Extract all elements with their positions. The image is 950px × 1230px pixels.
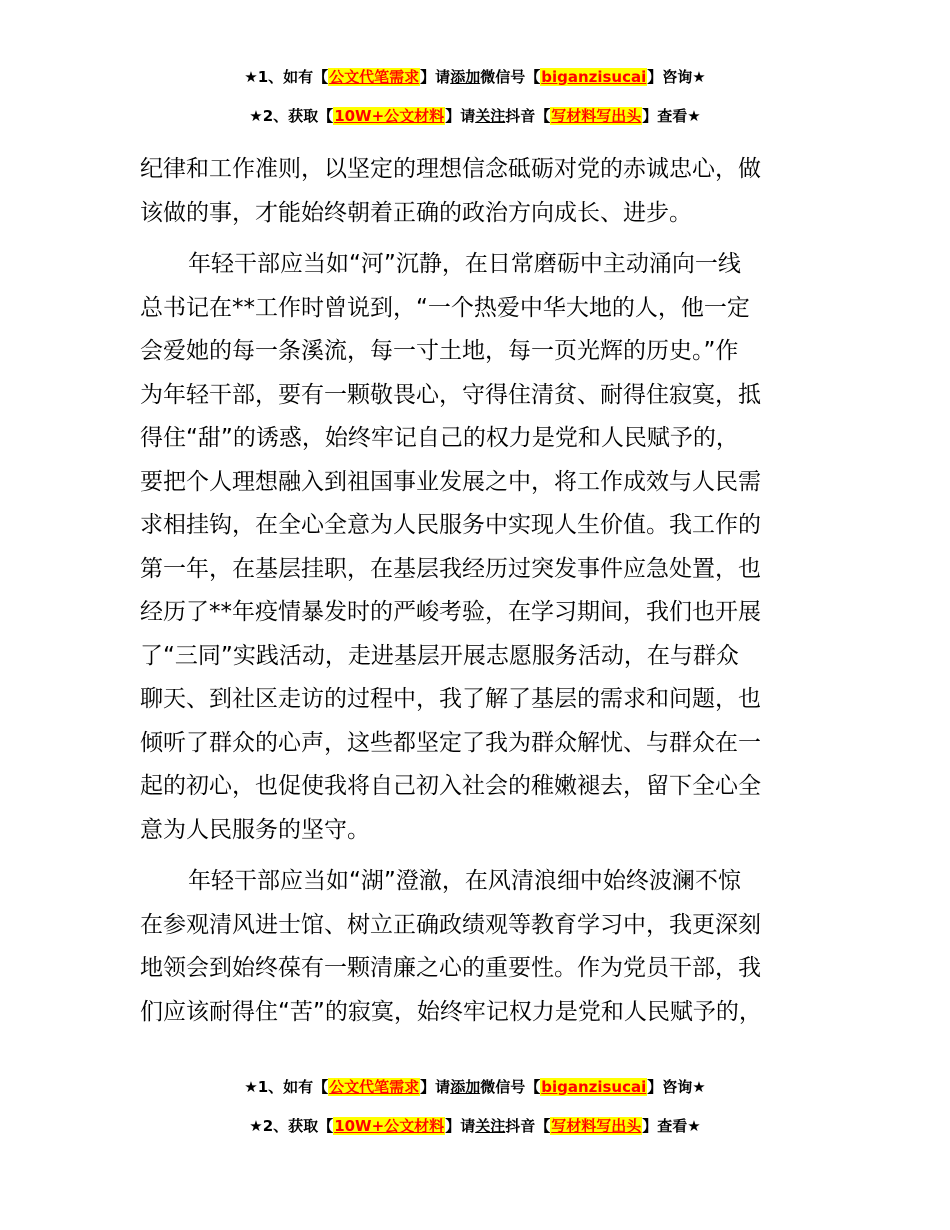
promo-highlight: 公文代笔需求 bbox=[329, 68, 420, 86]
header-promo-line-2 bbox=[0, 106, 950, 126]
text-line: 地领会到始终葆有一颗清廉之心的重要性。作为党员干部，我 bbox=[140, 955, 761, 981]
promo-text: ★1、如有【 bbox=[244, 1078, 329, 1096]
promo-text: 微信号【 bbox=[480, 1078, 541, 1096]
text-line: 意为人民服务的坚守。 bbox=[140, 816, 370, 843]
paragraph bbox=[140, 148, 820, 235]
text-line: 起的初心，也促使我将自己初入社会的稚嫩褪去，留下全心全 bbox=[140, 773, 761, 799]
text-line: 年轻干部应当如“湖”澄澈，在风清浪细中始终波澜不惊 bbox=[188, 868, 741, 894]
promo-text: 抖音【 bbox=[505, 1117, 551, 1135]
text-line: 求相挂钩，在全心全意为人民服务中实现人生价值。我工作的 bbox=[140, 512, 761, 538]
footer-promo-line-2 bbox=[0, 1116, 950, 1136]
text-line: 在参观清风进士馆、树立正确政绩观等教育学习中，我更深刻 bbox=[140, 911, 761, 938]
paragraph bbox=[140, 860, 820, 1034]
promo-text: 】咨询★ bbox=[647, 1078, 706, 1096]
promo-text: 】请 bbox=[445, 107, 476, 125]
text-line: 会爱她的每一条溪流，每一寸土地，每一页光辉的历史。”作 bbox=[140, 338, 739, 364]
promo-underline: 添加 bbox=[450, 1078, 481, 1096]
promo-text: 微信号【 bbox=[480, 68, 541, 86]
promo-text: 】请 bbox=[420, 1078, 451, 1096]
promo-text: 抖音【 bbox=[505, 107, 551, 125]
text-line: 要把个人理想融入到祖国事业发展之中，将工作成效与人民需 bbox=[140, 468, 761, 495]
text-line: 该做的事，才能始终朝着正确的政治方向成长、进步。 bbox=[140, 199, 692, 226]
text-line: 为年轻干部，要有一颗敬畏心，守得住清贫、耐得住寂寞，抵 bbox=[140, 381, 761, 408]
text-line: 纪律和工作准则，以坚定的理想信念砥砺对党的赤诚忠心，做 bbox=[140, 156, 761, 182]
promo-text: 】查看★ bbox=[642, 1117, 701, 1135]
promo-underline: 关注 bbox=[475, 1117, 506, 1135]
header-promo-line-1 bbox=[0, 67, 950, 87]
text-line: 了“三同”实践活动，走进基层开展志愿服务活动，在与群众 bbox=[140, 642, 739, 669]
promo-underline: 关注 bbox=[475, 107, 506, 125]
text-line: 聊天、到社区走访的过程中，我了解了基层的需求和问题，也 bbox=[140, 686, 761, 712]
promo-text: ★1、如有【 bbox=[244, 68, 329, 86]
promo-highlight: 10W+公文材料 bbox=[334, 107, 445, 125]
promo-text: 】请 bbox=[420, 68, 451, 86]
promo-text: 】请 bbox=[445, 1117, 476, 1135]
promo-highlight: biganzisucai bbox=[541, 1078, 647, 1096]
text-line: 年轻干部应当如“河”沉静，在日常磨砺中主动涌向一线 bbox=[188, 251, 741, 277]
text-line: 第一年，在基层挂职，在基层我经历过突发事件应急处置，也 bbox=[140, 555, 761, 582]
promo-text: ★2、获取【 bbox=[249, 107, 334, 125]
promo-highlight: 写材料写出头 bbox=[551, 107, 642, 125]
promo-text: 】咨询★ bbox=[647, 68, 706, 86]
text-line: 们应该耐得住“苦”的寂寞，始终牢记权力是党和人民赋予的， bbox=[140, 998, 762, 1025]
promo-text: ★2、获取【 bbox=[249, 1117, 334, 1135]
promo-text: 】查看★ bbox=[642, 107, 701, 125]
text-line: 倾听了群众的心声，这些都坚定了我为群众解忧、与群众在一 bbox=[140, 729, 761, 756]
text-line: 得住“甜”的诱惑，始终牢记自己的权力是党和人民赋予的， bbox=[140, 425, 739, 451]
text-line: 总书记在**工作时曾说到，“一个热爱中华大地的人，他一定 bbox=[140, 294, 750, 321]
promo-highlight: biganzisucai bbox=[541, 68, 647, 86]
promo-underline: 添加 bbox=[450, 68, 481, 86]
document-body bbox=[140, 148, 820, 1034]
text-line: 经历了**年疫情暴发时的严峻考验，在学习期间，我们也开展 bbox=[140, 599, 761, 625]
promo-highlight: 写材料写出头 bbox=[551, 1117, 642, 1135]
footer-promo-line-1 bbox=[0, 1077, 950, 1097]
paragraph bbox=[140, 243, 820, 852]
promo-highlight: 10W+公文材料 bbox=[334, 1117, 445, 1135]
promo-highlight: 公文代笔需求 bbox=[329, 1078, 420, 1096]
